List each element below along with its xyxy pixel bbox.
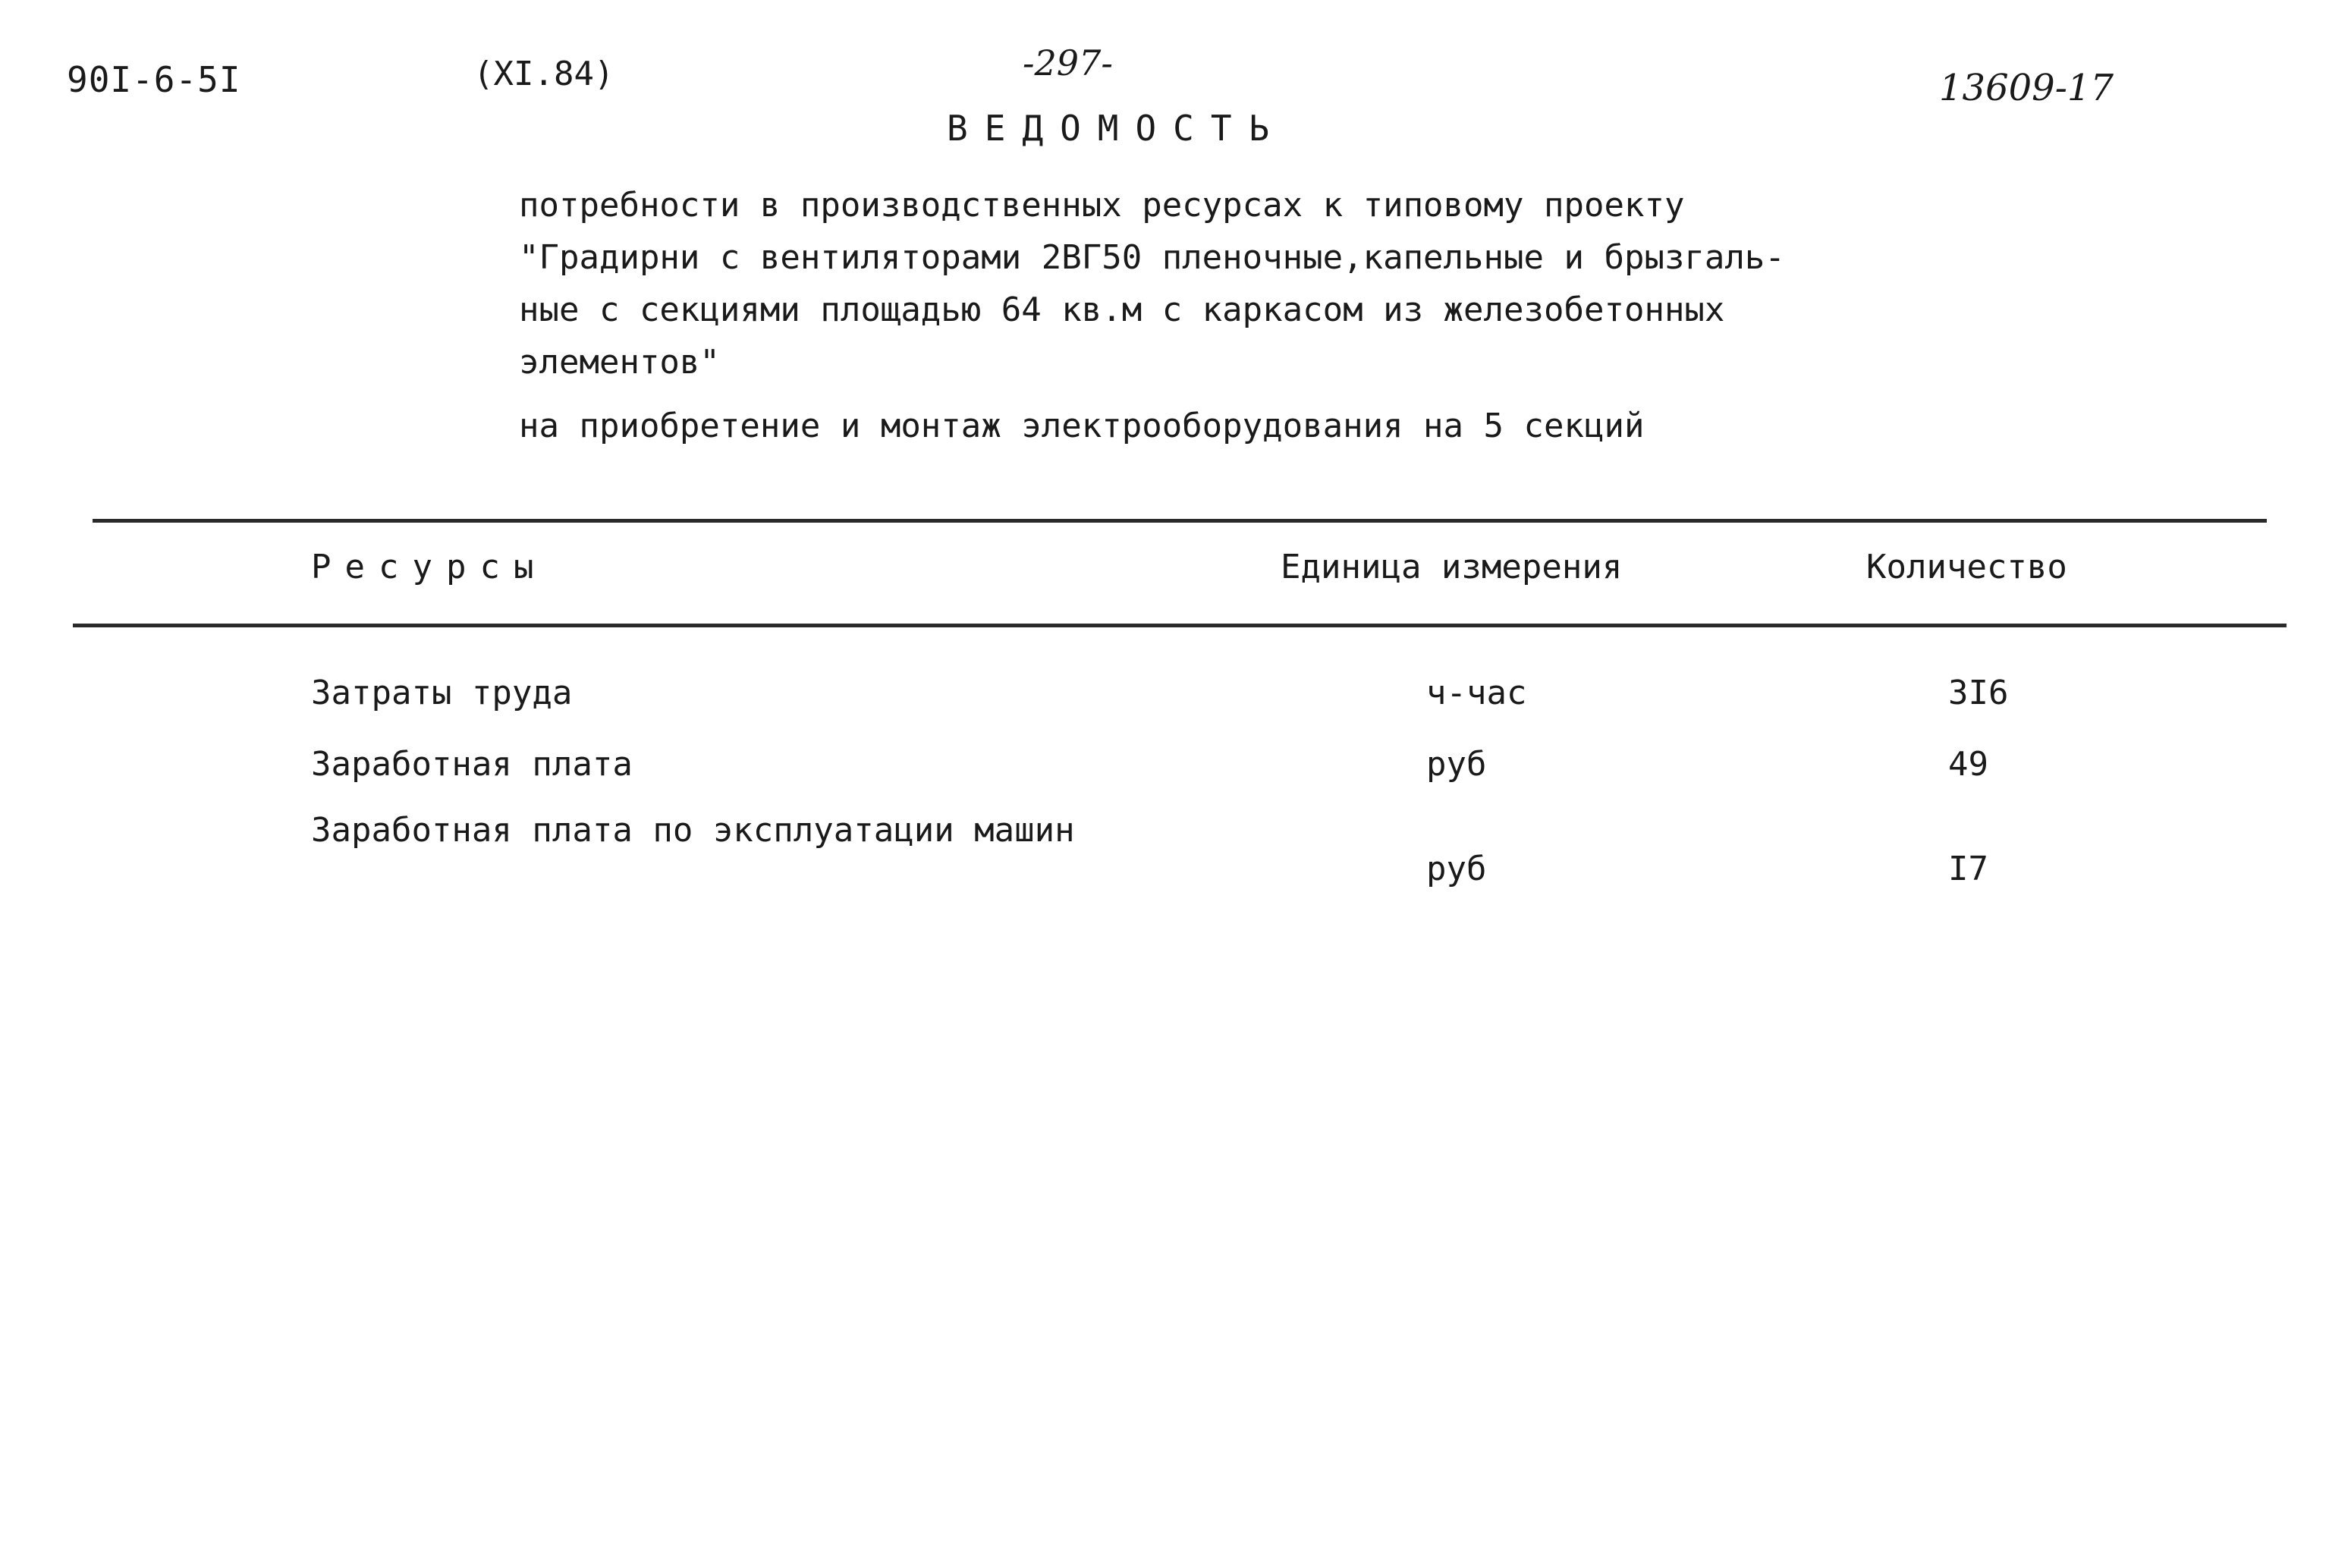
document-purpose: на приобретение и монтаж электрооборудования на 5 секций	[519, 407, 1645, 445]
document-description	[519, 179, 1884, 388]
column-header-resources: Ресурсы	[311, 548, 548, 586]
document-date-code: (XI.84)	[473, 55, 614, 93]
row-resource: Заработная плата	[311, 745, 633, 784]
table-top-rule	[93, 519, 2267, 523]
document-title: ВЕДОМОСТЬ	[947, 108, 1287, 149]
page-number: -297-	[1023, 42, 1113, 83]
description-line: потребности в производственных ресурсах к типовому проекту	[519, 186, 1685, 225]
row-unit: руб	[1426, 850, 1487, 888]
row-unit: ч-час	[1426, 674, 1527, 712]
column-header-unit: Единица измерения	[1281, 548, 1623, 586]
registration-number: 13609-17	[1939, 67, 2114, 109]
document-code: 90I-6-5I	[67, 59, 241, 100]
row-resource: Затраты труда	[311, 674, 573, 712]
description-line: "Градирни с вентиляторами 2ВГ50 пленочные,капельные и брызгаль-	[519, 238, 1785, 277]
description-line: ные с секциями площадью 64 кв.м с каркасом из железобетонных	[519, 291, 1725, 329]
description-line: элементов"	[519, 343, 720, 382]
row-quantity: 3I6	[1948, 674, 2009, 712]
table-header-rule	[73, 624, 2287, 627]
row-resource: Заработная плата по эксплуатации машин	[311, 811, 1075, 850]
row-quantity: I7	[1948, 850, 1988, 888]
column-header-quantity: Количество	[1866, 548, 2067, 586]
row-quantity: 49	[1948, 745, 1988, 784]
row-unit: руб	[1426, 745, 1487, 784]
